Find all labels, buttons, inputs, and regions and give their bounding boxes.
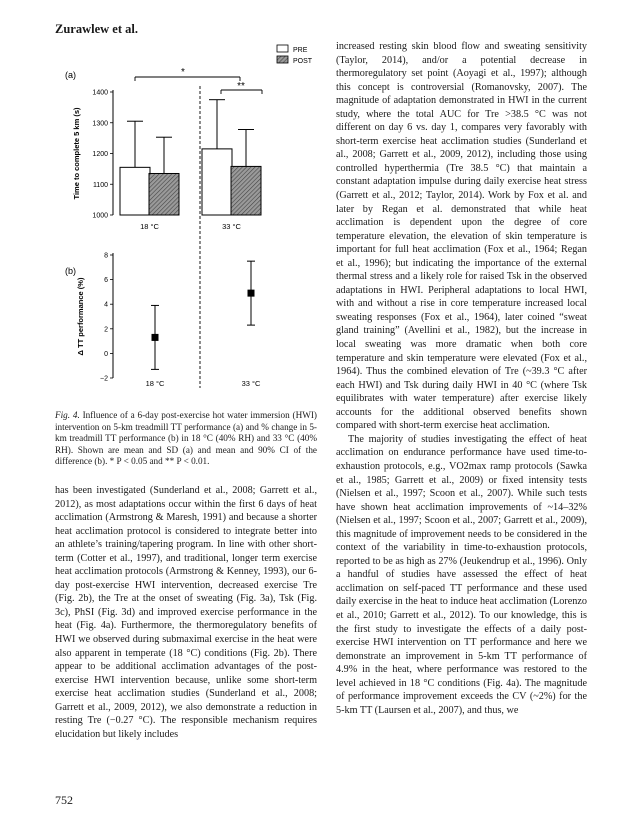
panel-a-y-tick-label: 1100: [92, 181, 108, 189]
right-paragraph: increased resting skin blood flow and sweating sensitivity (Taylor, 2014), and/or a potential decrease in thermoregulatory set point (Aoyagi et al., 1997); although this concept is controversial (Romanovsky, 2007). The magnitude of adaptation demonstrated in HWI in the current study, where the total AUC for Tre >38.5 °C was not different on day 6 vs. day 1, compares very favorably with short-term exercise heat acclimation studies (Sunderland et al., 2008; Garrett et al., 2009, 2012), including those using controlled hyperthermia (Tre 38.5 °C) that maintain a constant adaptation impulse during daily exercise heat stress (Garrett et al., 2012; Taylor, 2014). Work by Fox et al. and later by Regan et al. demonstrated that while heat acclimation is dependent upon the degree of core temperature elevation, the elevation of skin temperature is important for full heat acclimation (Fox et al., 1964; Regan et al., 1996); but indicating the importance of the external thermal stress and a likely role for raised Tsk in the observed adaptations in HWI. Peripheral adaptations to local HWI, with and without a rise in core temperature increased local sweating responses (Fox et al., 1964), later coined “sweat gland training” (Avellini et al., 1982), but the increase in local sweating was more dramatic when both core temperature and skin temperature were elevated (Fox et al., 1964). Thus the combined elevation of Tre (~39.3 °C after each HWI) and Tsk during daily HWI in 40 °C (where Tsk equilibrates with water temperature) after exercise likely accounts for the additional observed benefits shown compared with short-term exercise heat acclimation.: [336, 41, 587, 432]
right-paragraph: The majority of studies investigating the effect of heat acclimation on endurance performance have used time-to-exhaustion protocols, e.g., VO2max ramp protocols (Sawka et al., 1985; Garrett et al., 2009) or fixed intensity tests (Nielsen et al., 1997; Scoon et al., 2007). While such tests have shown heat acclimation improvements of ~14–32% (Nielsen et al., 1997; Scoon et al., 2007; Garrett et al., 2009), this magnitude of improvement needs to be considered in the context of the variability in time-to-exhaustion protocols, reported to be as high as 27% (Jeukendrup et al., 1996). Only a handful of studies have assessed the effect of heat acclimation on self-paced TT performance and these used daily exercise in the heat to induce heat acclimation (Lorenzo et al., 2010; Garrett et al., 2012). To our knowledge, this is the first study to investigate the effects of a daily post-exercise HWI intervention on TT performance and here we demonstrate an improvement in 5-km TT performance of 4.9% in the heat, where performance was restored to the level achieved in 18 °C conditions (Fig. 4a). The magnitude of performance improvement exceeds the CV (~2%) for the 5-km TT (Laursen et al., 2007), and thus, we: [336, 433, 587, 716]
left-paragraph: has been investigated (Sunderland et al., 2008; Garrett et al., 2012), as most adaptations occur within the first 6 days of heat acclimation (Armstrong & Maresh, 1991) and because a shorter heat acclimation protocol is considered to integrate better into an athlete’s training/tapering program. In line with other short-term (Cotter et al., 1997), and traditional, longer term exercise heat acclimation protocols (Armstrong & Kenney, 1993), our 6-day post-exercise HWI intervention, decreased exercise Tre (Fig. 2b), the Tre at the onset of sweating (Fig. 3a), Tsk (Fig. 3c), PhSI (Fig. 3d) and improved exercise performance in the heat (Fig. 4a). Furthermore, the thermoregulatory benefits of HWI we observed during submaximal exercise in the heat were also apparent in temperate (18 °C) conditions (Fig. 2b). There appear to be additional acclimation advantages of the post-exercise HWI intervention because, unlike some short-term exercise heat acclimation studies (Sunderland et al., 2008; Garrett et al., 2009, 2012), we also demonstrate a reduction in resting Tre (−0.27 °C). The responsible mechanism requires elucidation but likely includes: [55, 485, 317, 740]
panel-b-y-tick-label: 2: [104, 326, 108, 334]
panel-a-y-tick-label: 1200: [92, 151, 108, 158]
figure-4: [55, 40, 317, 407]
panel-a-x-tick-label: 33 °C: [222, 222, 241, 231]
panel-b-y-tick-label: −2: [100, 375, 108, 383]
panel-b-y-tick-label: 0: [104, 350, 108, 358]
mean-point: [152, 334, 159, 341]
bar-post: [231, 166, 261, 215]
panel-b-chart: [65, 253, 261, 389]
panel-b-y-tick-label: 8: [104, 252, 108, 260]
panel-a-chart: [65, 45, 313, 388]
panel-a-label: (a): [65, 70, 76, 80]
figure-caption-label: Fig. 4.: [55, 410, 80, 420]
running-header: Zurawlew et al.: [55, 22, 138, 36]
sig-double-star: **: [237, 81, 245, 92]
panel-a-y-tick-label: 1000: [92, 212, 108, 220]
figure-4-svg: [55, 40, 317, 402]
panel-b-y-tick-label: 6: [104, 277, 108, 285]
panel-a-y-tick-label: 1300: [92, 120, 108, 128]
bar-pre: [202, 149, 232, 215]
legend-swatch-post: [277, 56, 288, 63]
panel-a-x-tick-label: 18 °C: [140, 222, 159, 231]
legend-label-pre: PRE: [293, 47, 308, 54]
panel-b-y-axis-label: Δ TT performance (%): [76, 277, 85, 356]
right-column: [336, 40, 587, 717]
figure-caption-text: Influence of a 6-day post-exercise hot water immersion (HWI) intervention on 5-km treadmill TT performance (a) and % change in 5-km treadmill TT performance (b) in 18 °C (40% RH) and 33 °C (40% RH). Shown are mean and SD (a) and mean and 90% CI of the difference (b). * P < 0.05 and ** P < 0.01.: [55, 410, 317, 467]
bar-pre: [120, 167, 150, 215]
page-number: 752: [55, 793, 73, 807]
panel-b-x-tick-label: 33 °C: [241, 379, 261, 388]
panel-b-label: (b): [65, 266, 76, 276]
panel-b-y-tick-label: 4: [104, 301, 108, 309]
bar-post: [149, 173, 179, 215]
legend-swatch-pre: [277, 45, 288, 52]
left-column: [55, 484, 317, 741]
panel-a-y-tick-label: 1400: [92, 89, 108, 97]
legend-label-post: POST: [293, 58, 313, 65]
mean-point: [248, 290, 255, 297]
panel-b-x-tick-label: 18 °C: [145, 379, 165, 388]
figure-caption: [55, 410, 317, 468]
sig-star: *: [181, 67, 185, 78]
panel-a-y-axis-label: Time to complete 5 km (s): [72, 107, 81, 200]
